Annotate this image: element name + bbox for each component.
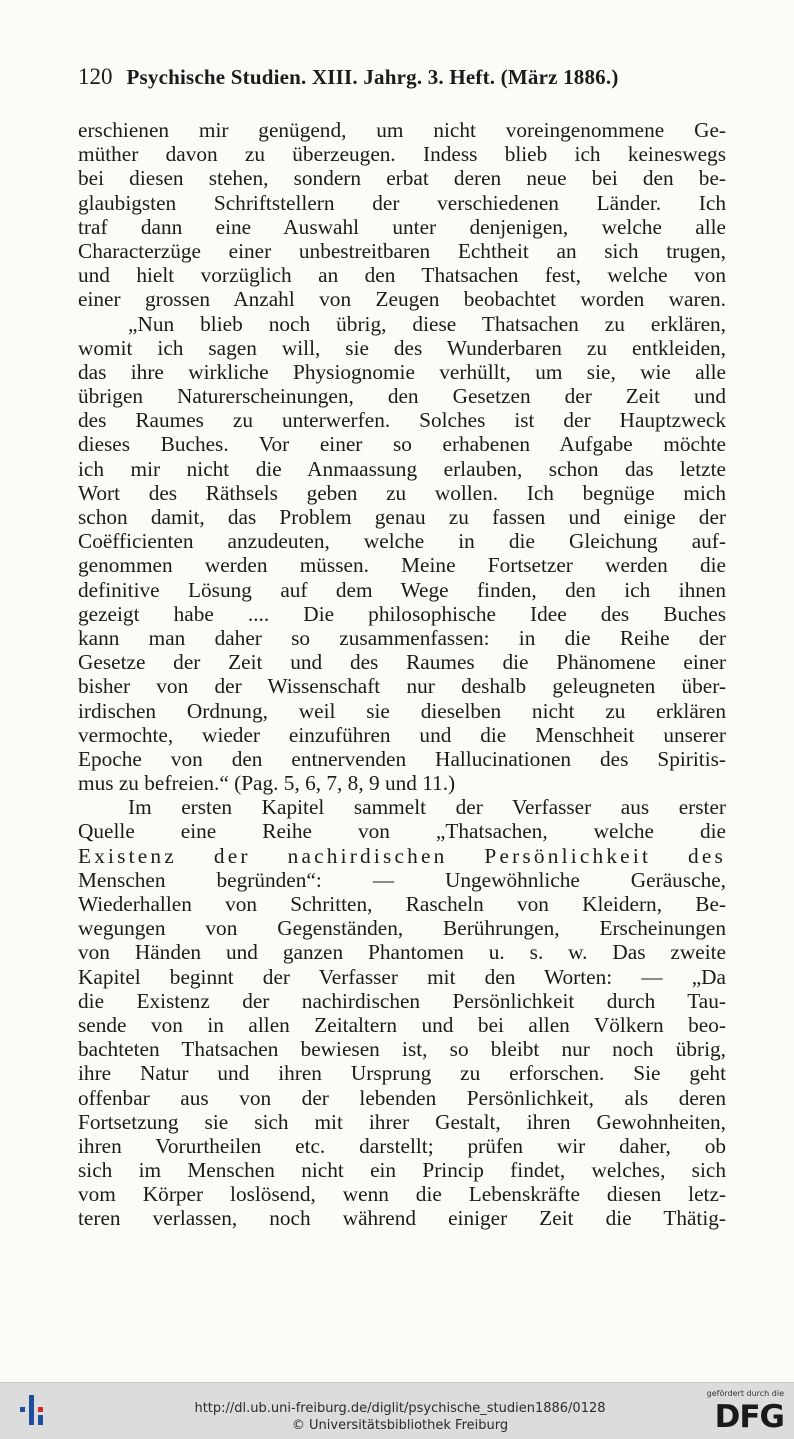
permalink-url[interactable]: http://dl.ub.uni-freiburg.de/diglit/psychische_studien1886/0128: [194, 1401, 606, 1416]
viewer-footer: [0, 1382, 794, 1439]
text-line: bisher von der Wissenschaft nur deshalb geleugneten über-: [78, 674, 726, 699]
text-line: des Raumes zu unterwerfen. Solches ist der Hauptzweck: [78, 408, 726, 433]
text-line: genommen werden müssen. Meine Fortsetzer werden die: [78, 553, 726, 578]
text-line: ihren Vorurtheilen etc. darstellt; prüfen wir daher, ob: [78, 1133, 726, 1158]
text-line: Fortsetzung sie sich mit ihrer Gestalt, ihren Gewohnheiten,: [78, 1109, 726, 1134]
text-line: Characterzüge einer unbestreitbaren Echtheit an sich trugen,: [78, 238, 726, 263]
text-line: das ihre wirkliche Physiognomie verhüllt, um sie, wie alle: [78, 359, 726, 384]
text-line: womit ich sagen will, sie des Wunderbaren zu entkleiden,: [78, 335, 726, 360]
text-line: Wort des Räthsels geben zu wollen. Ich begnüge mich: [78, 480, 726, 505]
text-line: kann man daher so zusammenfassen: in die Reihe der: [78, 625, 726, 650]
body-text: [78, 118, 726, 1231]
text-line: wegungen von Gegenständen, Berührungen, Erscheinungen: [78, 916, 726, 941]
running-title: Psychische Studien. XIII. Jahrg. 3. Heft. (März 1886.): [126, 65, 619, 89]
text-line: bachteten Thatsachen bewiesen ist, so bleibt nur noch übrig,: [78, 1037, 726, 1062]
dfg-funding-note: gefördert durch die: [706, 1389, 784, 1398]
copyright-text: © Universitätsbibliothek Freiburg: [291, 1418, 509, 1433]
text-line: mus zu befreien.“ (Pag. 5, 6, 7, 8, 9 und 11.): [78, 771, 456, 796]
text-line: gezeigt habe .... Die philosophische Idee des Buches: [78, 601, 726, 626]
text-line: sich im Menschen nicht ein Princip findet, welches, sich: [78, 1158, 726, 1183]
text-line: bei diesen stehen, sondern erbat deren neue bei den be-: [78, 166, 726, 191]
text-line: Wiederhallen von Schritten, Rascheln von Kleidern, Be-: [78, 892, 726, 916]
text-line: von Händen und ganzen Phantomen u. s. w. Das zweite: [78, 940, 726, 965]
running-header: [78, 64, 728, 98]
dfg-logo: [694, 1389, 786, 1435]
text-line: erschienen mir genügend, um nicht voreingenommene Ge-: [78, 118, 726, 142]
text-line: definitive Lösung auf dem Wege finden, den ich ihnen: [78, 577, 726, 602]
text-line: Existenz der nachirdischen Persönlichkeit des: [78, 843, 726, 868]
page-number: 120: [78, 64, 113, 89]
text-line: Im ersten Kapitel sammelt der Verfasser aus erster: [128, 795, 726, 820]
text-line: die Existenz der nachirdischen Persönlichkeit durch Tau-: [78, 988, 726, 1013]
text-line: und hielt vorzüglich an den Thatsachen fest, welche von: [78, 263, 726, 288]
dfg-mark: DFG: [714, 1399, 784, 1435]
text-line: Gesetze der Zeit und des Raumes die Phänomene einer: [78, 650, 726, 675]
text-line: traf dann eine Auswahl unter denjenigen, welche alle: [78, 214, 726, 239]
text-line: sende von in allen Zeitaltern und bei allen Völkern beo-: [78, 1012, 726, 1037]
text-line: müther davon zu überzeugen. Indess blieb ich keineswegs: [78, 142, 726, 167]
text-line: ihre Natur und ihren Ursprung zu erforschen. Sie geht: [78, 1061, 726, 1086]
text-line: dieses Buches. Vor einer so erhabenen Aufgabe möchte: [78, 432, 726, 457]
text-line: einer grossen Anzahl von Zeugen beobachtet worden waren.: [78, 287, 726, 312]
text-line: glaubigsten Schriftstellern der verschiedenen Länder. Ich: [78, 190, 726, 215]
text-line: vermochte, wieder einzuführen und die Menschheit unserer: [78, 722, 726, 747]
text-line: ich mir nicht die Anmaassung erlauben, schon das letzte: [78, 456, 726, 481]
text-line: übrigen Naturerscheinungen, den Gesetzen der Zeit und: [78, 384, 726, 409]
text-line: teren verlassen, noch während einiger Zeit die Thätig-: [78, 1206, 726, 1231]
text-line: vom Körper loslösend, wenn die Lebenskräfte diesen letz-: [78, 1182, 726, 1207]
text-line: Menschen begründen“: — Ungewöhnliche Geräusche,: [78, 867, 726, 892]
ub-freiburg-logo-icon: [16, 1393, 52, 1429]
text-line: offenbar aus von der lebenden Persönlichkeit, als deren: [78, 1085, 726, 1110]
text-line: „Nun blieb noch übrig, diese Thatsachen zu erklären,: [128, 311, 726, 336]
text-line: irdischen Ordnung, weil sie dieselben nicht zu erklären: [78, 698, 726, 723]
text-line: Coëfficienten anzudeuten, welche in die Gleichung auf-: [78, 529, 726, 554]
text-line: Kapitel beginnt der Verfasser mit den Worten: — „Da: [78, 964, 726, 989]
text-line: Epoche von den entnervenden Hallucinationen des Spiritis-: [78, 746, 726, 771]
text-line: Quelle eine Reihe von „Thatsachen, welche die: [78, 819, 726, 844]
text-line: schon damit, das Problem genau zu fassen und einige der: [78, 505, 726, 529]
